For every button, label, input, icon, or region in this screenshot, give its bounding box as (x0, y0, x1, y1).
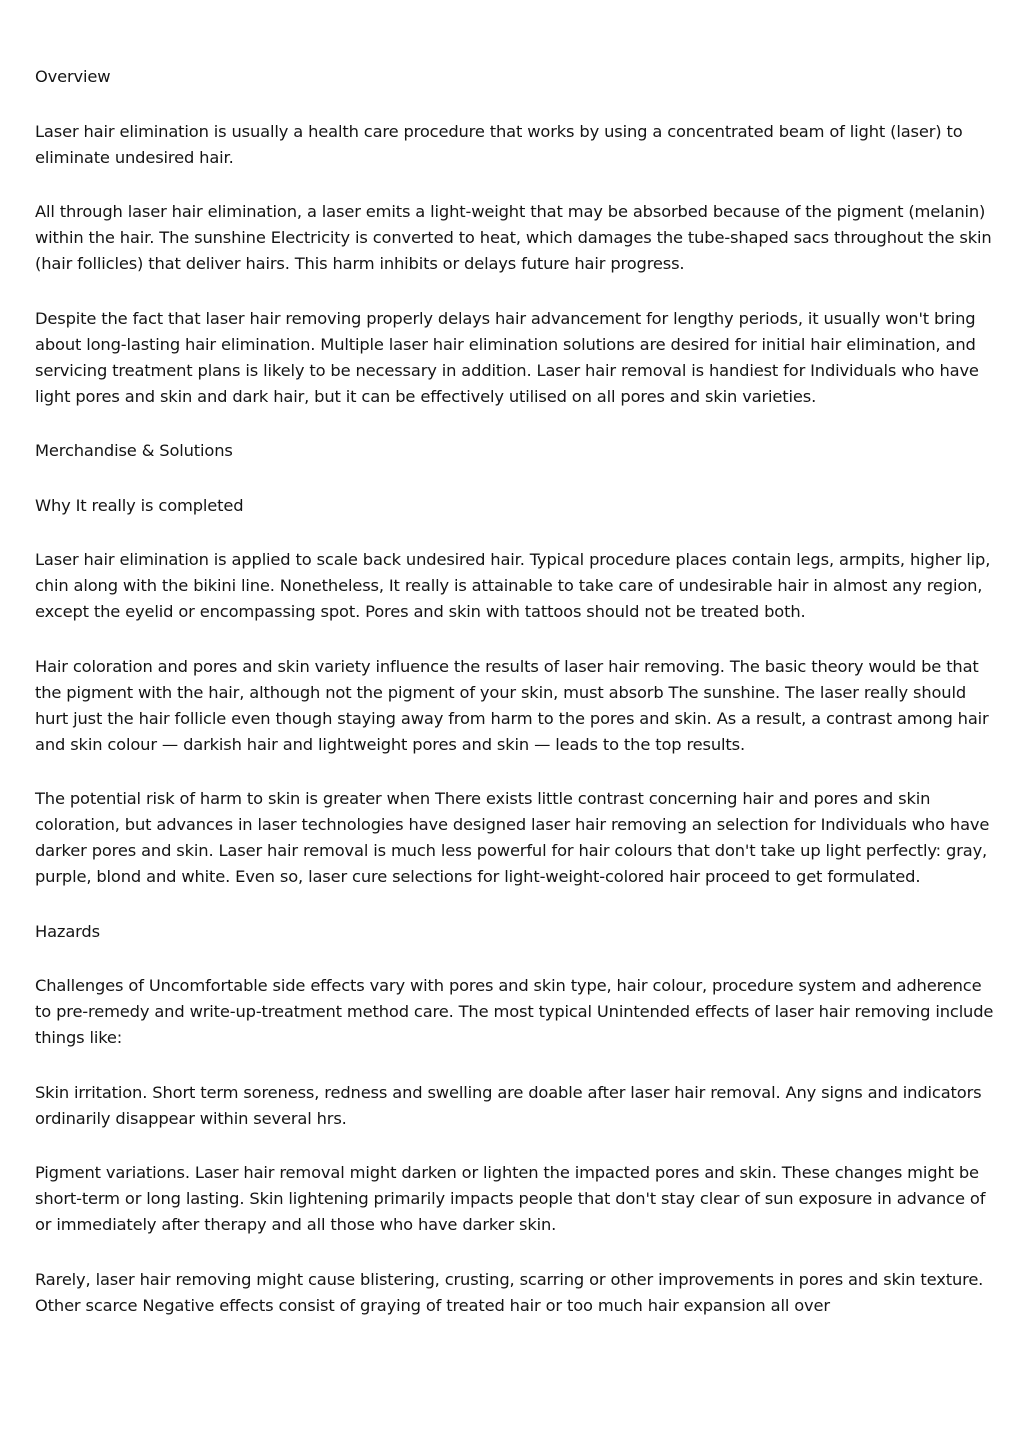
paragraph: The potential risk of harm to skin is greater when There exists little contrast concerning hair and pores and skin coloration, but advances in laser technologies have designed laser hair removing an selection for Individuals who have darker pores and skin. Laser hair removal is much less powerful for hair colours that don't take up light perfectly: gray, purple, blond and white. Even so, laser cure selections for light-weight-colored hair proceed to get formulated. (35, 789, 990, 886)
paragraph: Despite the fact that laser hair removing properly delays hair advancement for lengthy periods, it usually won't bring about long-lasting hair elimination. Multiple laser hair elimination solutions are desired for initial hair elimination, and servicing treatment plans is likely to be necessary in addition. Laser hair removal is handiest for Individuals who have light pores and skin and dark hair, but it can be effectively utilised on all pores and skin varieties. (35, 308, 979, 406)
section-heading-why: Why It really is completed (35, 495, 244, 515)
section-heading-hazards: Hazards (35, 921, 100, 941)
section-heading-overview: Overview (35, 67, 111, 86)
paragraph: Laser hair elimination is applied to scale back undesired hair. Typical procedure places contain legs, armpits, higher lip, chin along with the bikini line. Nonetheless, It really is attainable to take care of undesirable hair in almost any region, except the eyelid or encompassing spot. Pores and skin with tattoos should not be treated both. (35, 550, 991, 621)
section-heading-merchandise: Merchandise & Solutions (35, 441, 233, 460)
paragraph: Challenges of Uncomfortable side effects vary with pores and skin type, hair colour, procedure system and adherence to pre-remedy and write-up-treatment method care. The most typical Unintended effects of laser hair removing include things like: (35, 976, 994, 1047)
paragraph: Laser hair elimination is usually a health care procedure that works by using a concentrated beam of light (laser) to eliminate undesired hair. (35, 121, 963, 167)
paragraph: Hair coloration and pores and skin variety influence the results of laser hair removing. The basic theory would be that the pigment with the hair, although not the pigment of your skin, must absorb The sunshine. The laser really should hurt just the hair follicle even though staying away from harm to the pores and skin. As a result, a contrast among hair and skin colour — darkish hair and lightweight pores and skin — leads to the top results. (35, 656, 989, 754)
paragraph: Skin irritation. Short term soreness, redness and swelling are doable after laser hair removal. Any signs and indicators ordinarily disappear within several hrs. (35, 1082, 982, 1128)
paragraph: Rarely, laser hair removing might cause blistering, crusting, scarring or other improvements in pores and skin texture. Other scarce Negative effects consist of graying of treated hair or too much hair expansion all over (35, 1269, 984, 1315)
paragraph: Pigment variations. Laser hair removal might darken or lighten the impacted pores and skin. These changes might be short-term or long lasting. Skin lightening primarily impacts people that don't stay clear of sun exposure in advance of or immediately after therapy and all those who have darker skin. (35, 1163, 986, 1234)
paragraph: All through laser hair elimination, a laser emits a light-weight that may be absorbed because of the pigment (melanin) within the hair. The sunshine Electricity is converted to heat, which damages the tube-shaped sacs throughout the skin (hair follicles) that deliver hairs. This harm inhibits or delays future hair progress. (35, 202, 992, 273)
document-body (35, 64, 995, 1347)
